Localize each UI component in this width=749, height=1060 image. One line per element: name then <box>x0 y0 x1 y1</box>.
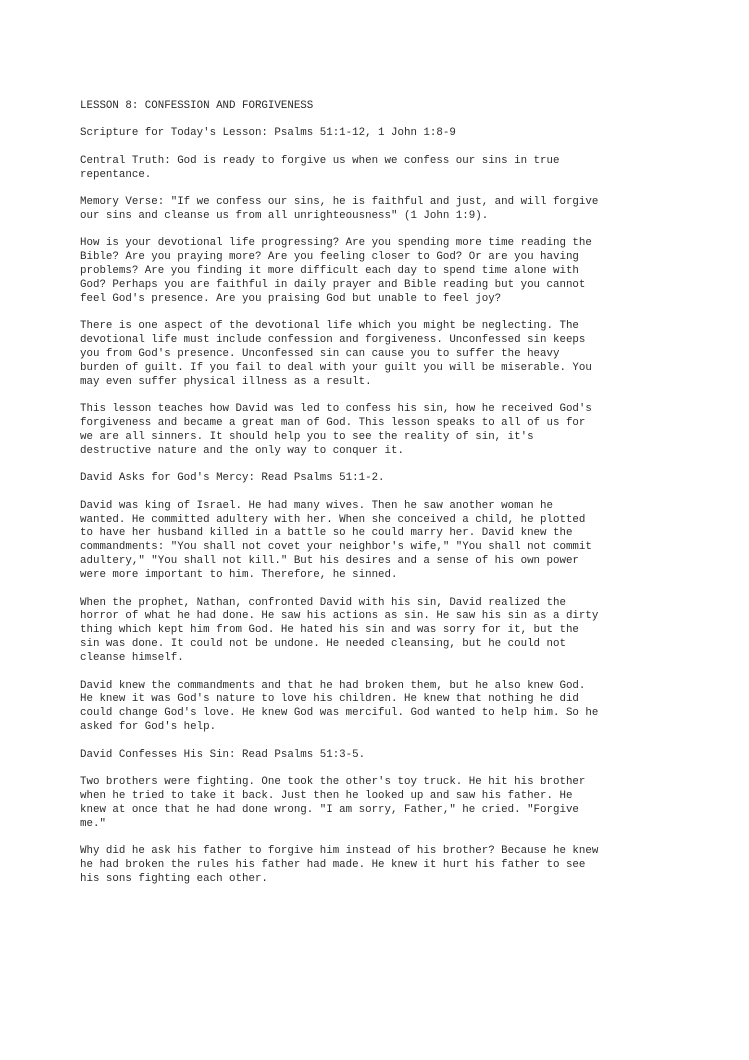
text-line: forgiveness and became a great man of God. This lesson speaks to all of us for <box>80 417 586 430</box>
text-line: our sins and cleanse us from all unrighteousness" (1 John 1:9). <box>80 209 489 222</box>
paragraph-david-knew-god <box>80 680 680 736</box>
text-line: He knew it was God's nature to love his children. He knew that nothing he did <box>80 693 579 706</box>
text-line: David knew the commandments and that he had broken them, but he also knew God. <box>80 679 586 692</box>
text-line: God? Perhaps you are faithful in daily prayer and Bible reading but you cannot <box>80 279 586 292</box>
text-line: cleanse himself. <box>80 652 184 665</box>
text-line: horror of what he had done. He saw his actions as sin. He saw his sin as a dirty <box>80 610 599 623</box>
text-line: David Confesses His Sin: Read Psalms 51:3-5. <box>80 748 366 761</box>
text-line: LESSON 8: CONFESSION AND FORGIVENESS <box>80 100 314 112</box>
text-line: destructive nature and the only way to conquer it. <box>80 444 404 457</box>
text-line: repentance. <box>80 168 152 181</box>
text-line: knew at once that he had done wrong. "I am sorry, Father," he cried. "Forgive <box>80 803 579 816</box>
text-line: thing which kept him from God. He hated his sin and was sorry for it, but the <box>80 624 579 637</box>
text-line: Central Truth: God is ready to forgive us when we confess our sins in true <box>80 154 560 167</box>
text-line: to have her husband killed in a battle so he could marry her. David knew the <box>80 527 573 540</box>
paragraph-lesson-title <box>80 100 680 114</box>
text-line: Memory Verse: "If we confess our sins, he is faithful and just, and will forgive <box>80 196 599 209</box>
text-line: Two brothers were fighting. One took the other's toy truck. He hit his brother <box>80 775 586 788</box>
paragraph-devotional-questions <box>80 237 680 306</box>
paragraph-central-truth <box>80 155 680 183</box>
text-line: David Asks for God's Mercy: Read Psalms 51:1-2. <box>80 472 385 485</box>
paragraph-memory-verse <box>80 196 680 224</box>
paragraph-heading-mercy <box>80 472 680 486</box>
paragraph-why-father <box>80 845 680 887</box>
text-line: you from God's presence. Unconfessed sin can cause you to suffer the heavy <box>80 348 560 361</box>
text-line: Bible? Are you praying more? Are you feeling closer to God? Or are you having <box>80 251 579 264</box>
text-line: me." <box>80 817 106 830</box>
paragraph-nathan <box>80 597 680 666</box>
text-line: were more important to him. Therefore, he sinned. <box>80 569 398 582</box>
text-line: we are all sinners. It should help you to see the reality of sin, it's <box>80 431 534 444</box>
text-line: may even suffer physical illness as a result. <box>80 375 372 388</box>
text-line: sin was done. It could not be undone. He needed cleansing, but he could not <box>80 638 566 651</box>
text-line: David was king of Israel. He had many wives. Then he saw another woman he <box>80 499 553 512</box>
text-line: feel God's presence. Are you praising God but unable to feel joy? <box>80 292 502 305</box>
text-line: Scripture for Today's Lesson: Psalms 51:1-12, 1 John 1:8-9 <box>80 127 456 140</box>
text-line: when he tried to take it back. Just then he looked up and saw his father. He <box>80 789 573 802</box>
text-line: How is your devotional life progressing? Are you spending more time reading the <box>80 237 592 250</box>
paragraph-lesson-summary <box>80 403 680 459</box>
text-line: burden of guilt. If you fail to deal with your guilt you will be miserable. You <box>80 361 592 374</box>
text-line: could change God's love. He knew God was merciful. God wanted to help him. So he <box>80 707 599 720</box>
text-line: This lesson teaches how David was led to confess his sin, how he received God's <box>80 403 592 416</box>
paragraph-scripture <box>80 127 680 141</box>
text-line: commandments: "You shall not covet your neighbor's wife," "You shall not commit <box>80 541 592 554</box>
paragraph-neglected-aspect <box>80 320 680 389</box>
text-line: asked for God's help. <box>80 721 217 734</box>
text-line: he had broken the rules his father had made. He knew it hurt his father to see <box>80 858 586 871</box>
document-page <box>80 100 680 900</box>
paragraph-david-king <box>80 500 680 583</box>
text-line: problems? Are you finding it more difficult each day to spend time alone with <box>80 265 579 278</box>
text-line: wanted. He committed adultery with her. When she conceived a child, he plotted <box>80 513 586 526</box>
text-line: devotional life must include confession and forgiveness. Unconfessed sin keeps <box>80 334 586 347</box>
text-line: When the prophet, Nathan, confronted David with his sin, David realized the <box>80 596 566 609</box>
text-line: adultery," "You shall not kill." But his desires and a sense of his own power <box>80 555 579 568</box>
paragraph-heading-confesses <box>80 749 680 763</box>
text-line: There is one aspect of the devotional life which you might be neglecting. The <box>80 320 579 333</box>
text-line: his sons fighting each other. <box>80 872 268 885</box>
paragraph-two-brothers <box>80 776 680 832</box>
text-line: Why did he ask his father to forgive him instead of his brother? Because he knew <box>80 845 599 858</box>
